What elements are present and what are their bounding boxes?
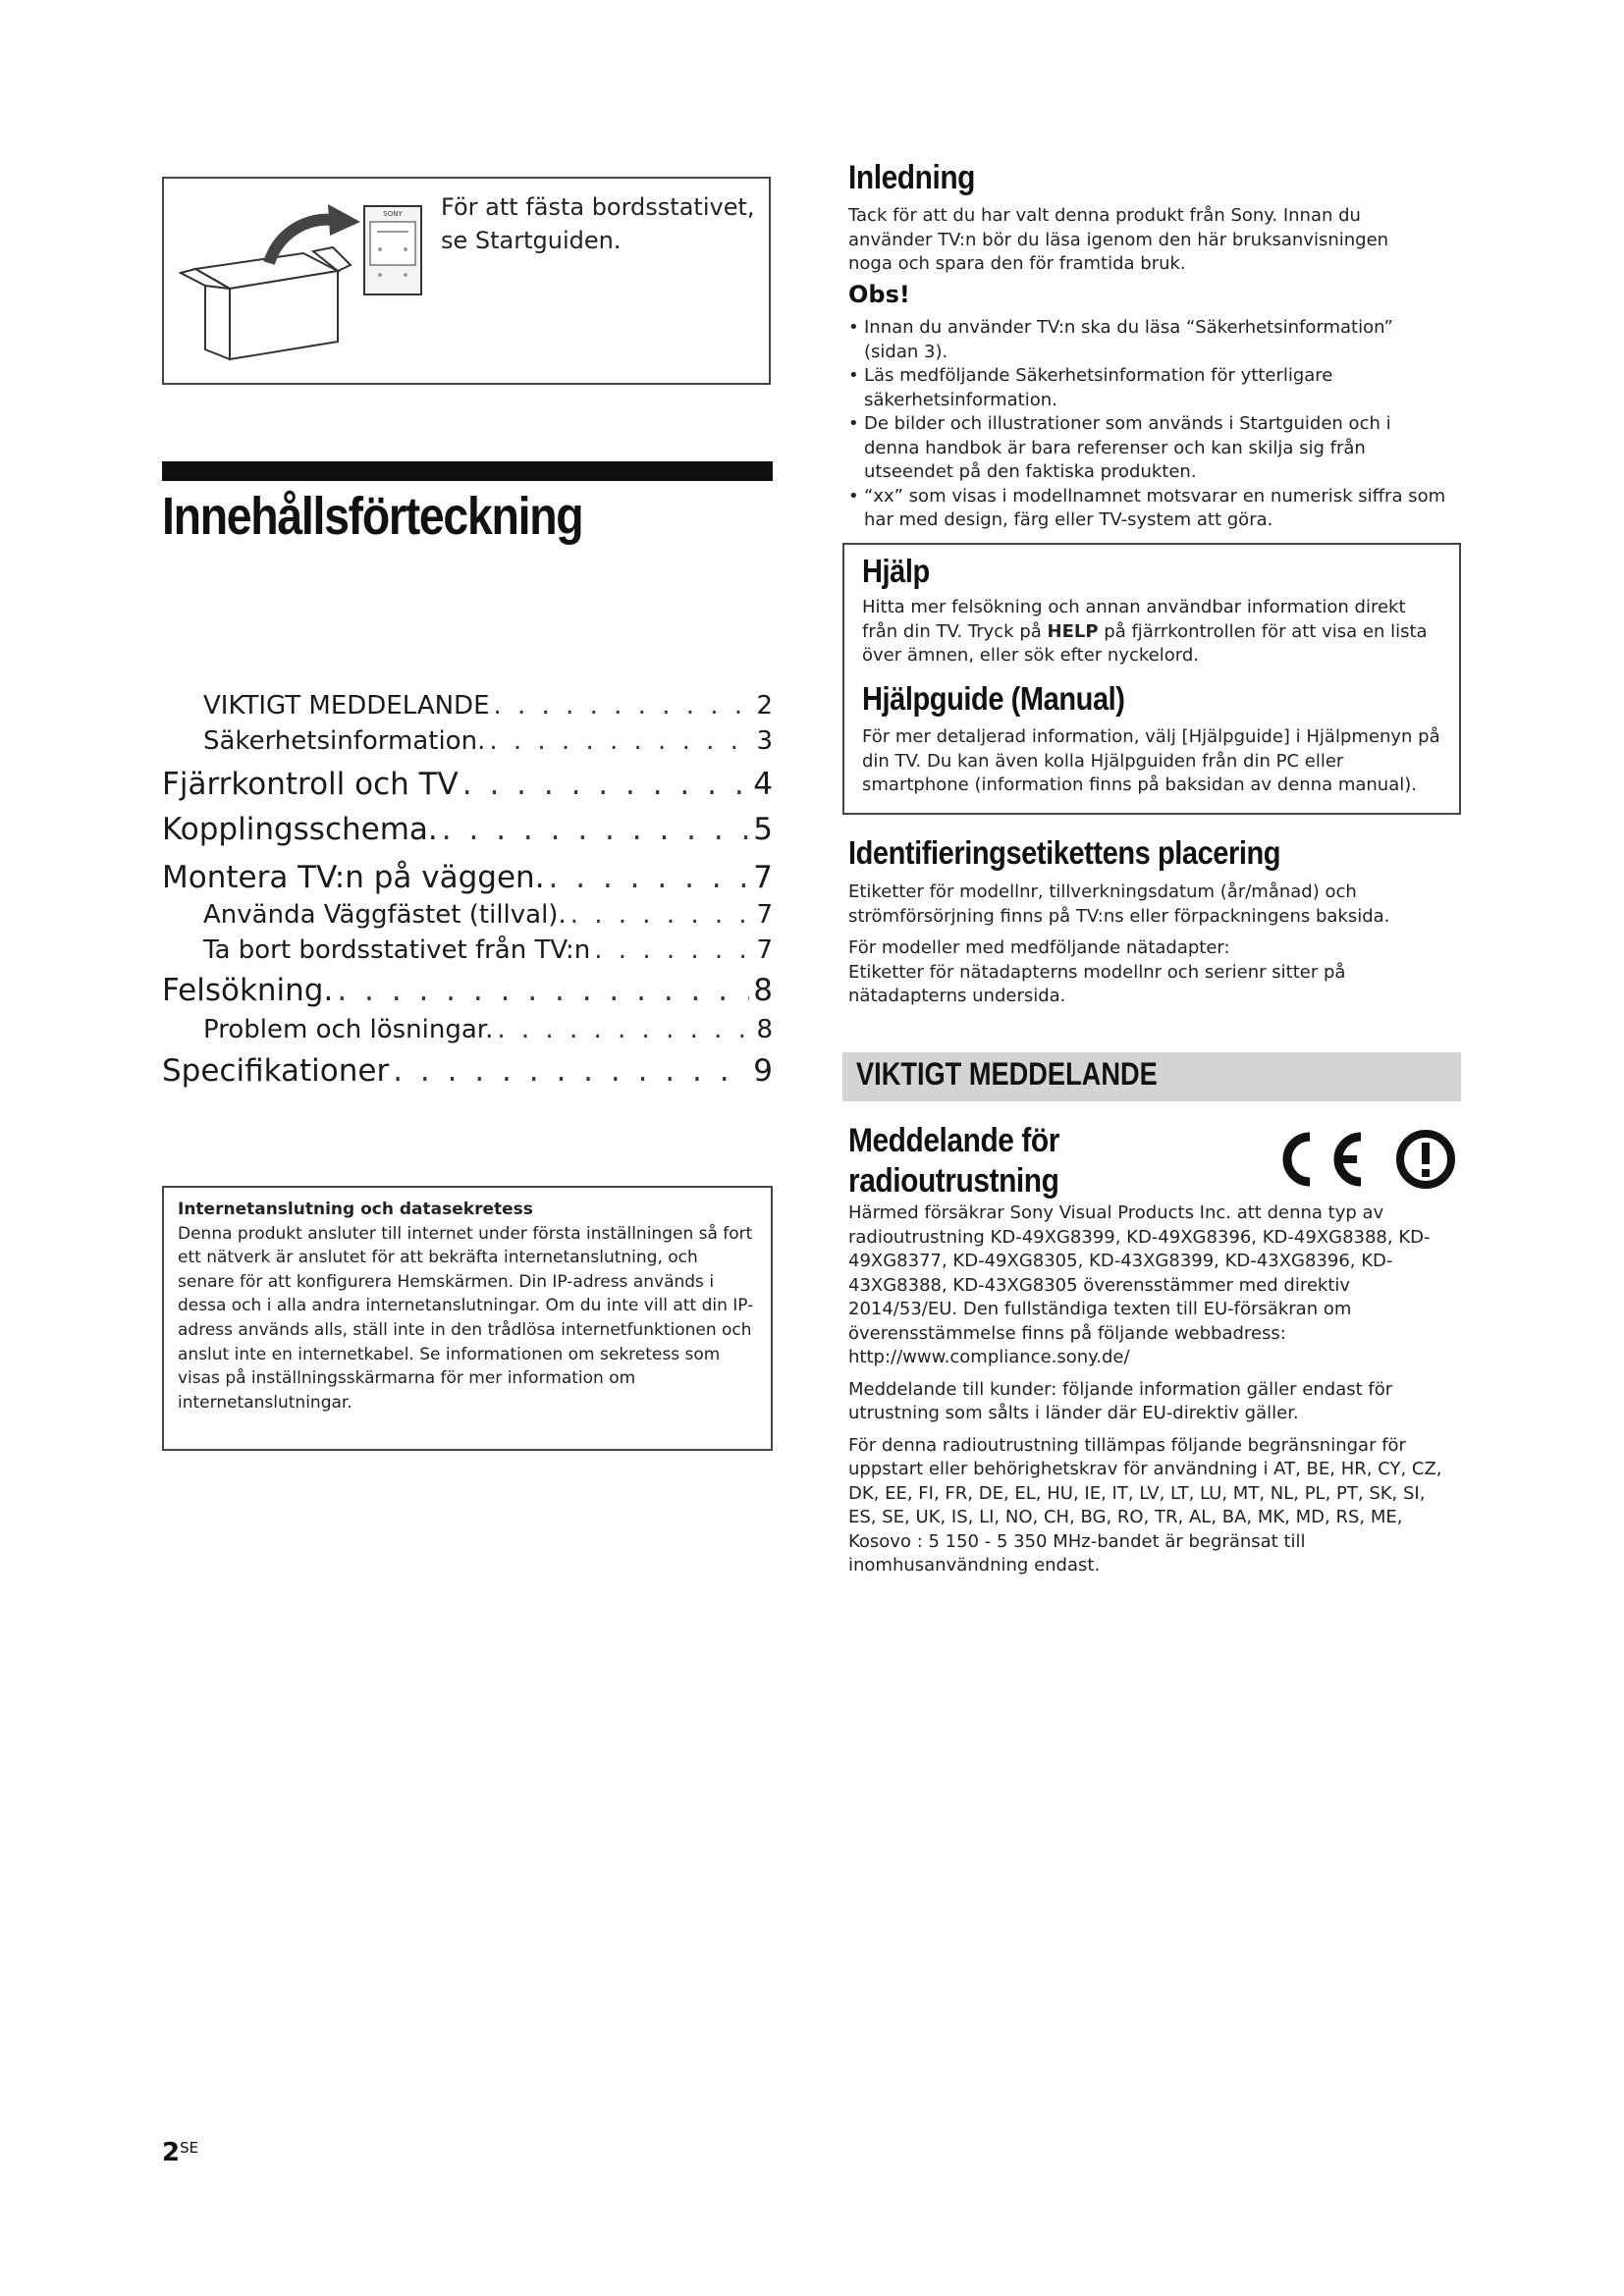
restriction-text: För denna radioutrustning tillämpas följande begränsningar för uppstart eller behörighetskrav för användning i AT, BE, HR, CY, CZ, DK, EE, FI, FR, DE, EL, HU, IE, IT, LV, LT, LU, MT, NL, PL, PT, SK, SI, ES, SE, UK, IS, LI, NO, CH, BG, RO, TR, AL, BA, MK, MD, RS, ME, Kosovo : 5 150 - 5 350 MHz-bandet är begränsat till inomhusanvändning endast.	[848, 1434, 1442, 1575]
obs-list	[848, 316, 1447, 533]
toc-entry[interactable]: Fjärrkontroll och TV . . . 4	[162, 767, 773, 802]
help-heading: Hjälp	[862, 553, 930, 589]
stand-instruction-text: För att fästa bordsstativet, se Startguiden.	[441, 193, 755, 254]
help-guide-text: För mer detaljerad information, välj [Hjälpguide] i Hjälpmenyn på din TV. Du kan även kolla Hjälpguiden från din PC eller smartphone (information finns på baksidan av denna manual).	[862, 726, 1440, 795]
toc-entry[interactable]: VIKTIGT MEDDELANDE . . . 2	[162, 691, 773, 721]
label-location-heading: Identifieringsetikettens placering	[848, 834, 1281, 871]
toc-entry[interactable]: Ta bort bordsstativet från TV:n . . . 7	[162, 935, 773, 965]
obs-heading: Obs!	[848, 281, 910, 308]
compliance-marks	[1261, 1125, 1457, 1194]
toc-entry[interactable]: Kopplingsschema. . . . 5	[162, 812, 773, 847]
help-guide-heading: Hjälpguide (Manual)	[862, 680, 1125, 717]
tv-box-illustration	[176, 192, 431, 369]
internet-privacy-title: Internetanslutning och datasekretess	[178, 1200, 533, 1219]
internet-privacy-box	[162, 1186, 773, 1451]
declaration-text: Härmed försäkrar Sony Visual Products Inc. att denna typ av radioutrustning KD-49XG8399, KD-49XG8396, KD-49XG8388, KD-49XG8377, KD-49XG8305, KD-43XG8399, KD-43XG8396, KD-43XG8388, KD-43XG8305 överensstämmer med direktiv 2014/53/EU. Den fullständiga texten till EU-försäkran om överensstämmelse finns på följande webbadress: http://www.compliance.sony.de/	[848, 1202, 1431, 1367]
toc-entry[interactable]: Felsökning. . . . 8	[162, 973, 773, 1008]
important-notice-bar: VIKTIGT MEDDELANDE	[842, 1052, 1461, 1101]
obs-item: • Läs medföljande Säkerhetsinformation för ytterligare säkerhetsinformation.	[848, 364, 1447, 412]
help-text: Hitta mer felsökning och annan användbar information direkt från din TV. Tryck på HELP på fjärrkontrollen för att visa en lista över ämnen, eller sök efter nyckelord.	[862, 597, 1428, 666]
obs-item: • “xx” som visas i modellnamnet motsvarar en numerisk siffra som har med design, färg eller TV-system att göra.	[848, 485, 1447, 533]
intro-text: Tack för att du har valt denna produkt från Sony. Innan du använder TV:n bör du läsa igenom den här bruksanvisningen noga och spara den för framtida bruk.	[848, 205, 1389, 274]
toc-entry[interactable]: Specifikationer . . . 9	[162, 1053, 773, 1089]
sony-logo-text: SONY	[383, 210, 403, 218]
customer-notice-text: Meddelande till kunder: följande information gäller endast för utrustning som sålts i länder där EU-direktiv gäller.	[848, 1378, 1393, 1423]
toc-entry[interactable]: Montera TV:n på väggen. . . . 7	[162, 860, 773, 895]
radio-notice-body	[848, 1201, 1457, 1578]
page-number-suffix: SE	[180, 2139, 199, 2157]
page-number: $2^{SE}$	[162, 2138, 199, 2167]
toc-entry[interactable]: Använda Väggfästet (tillval). . . . 7	[162, 900, 773, 930]
internet-privacy-text: Denna produkt ansluter till internet under första inställningen så fort ett nätverk är anslutet för att bekräfta internetanslutning, och senare för att konfigurera Hemskärmen. Din IP-adress används i dessa och i alla andra internetanslutningar. Om du inte vill att din IP-adress används alls, ställ inte in den trådlösa internetfunktionen och anslut inte en internetkabel. Se informationen om sekretess som visas på inställningsskärmarna för mer information om internetanslutningar.	[178, 1223, 754, 1413]
stand-assembly-box	[162, 177, 771, 385]
obs-item: • Innan du använder TV:n ska du läsa “Säkerhetsinformation” (sidan 3).	[848, 316, 1447, 364]
help-key: HELP	[1047, 620, 1099, 642]
label-location-text: Etiketter för modellnr, tillverkningsdatum (år/månad) och strömförsörjning finns på TV:ns eller förpackningens baksida. För modeller med medföljande nätadapter: Etiketter för nätadapterns modellnr och serienr sitter på nätadapterns undersida.	[848, 881, 1390, 1006]
toc-entry[interactable]: Problem och lösningar. . . . 8	[162, 1015, 773, 1044]
intro-heading: Inledning	[848, 159, 976, 196]
toc-entry[interactable]: Säkerhetsinformation. . . . 3	[162, 726, 773, 756]
radio-notice-heading: Meddelande för radioutrustning	[848, 1122, 1059, 1200]
toc-title: Innehållsförteckning	[162, 487, 583, 546]
obs-item: • De bilder och illustrationer som används i Startguiden och i denna handbok är bara referenser och kan skilja sig från utseendet på den faktiska produkten.	[848, 412, 1447, 485]
help-box	[842, 543, 1461, 815]
ce-mark-icon	[1261, 1125, 1457, 1194]
toc-header-bar	[162, 461, 773, 481]
